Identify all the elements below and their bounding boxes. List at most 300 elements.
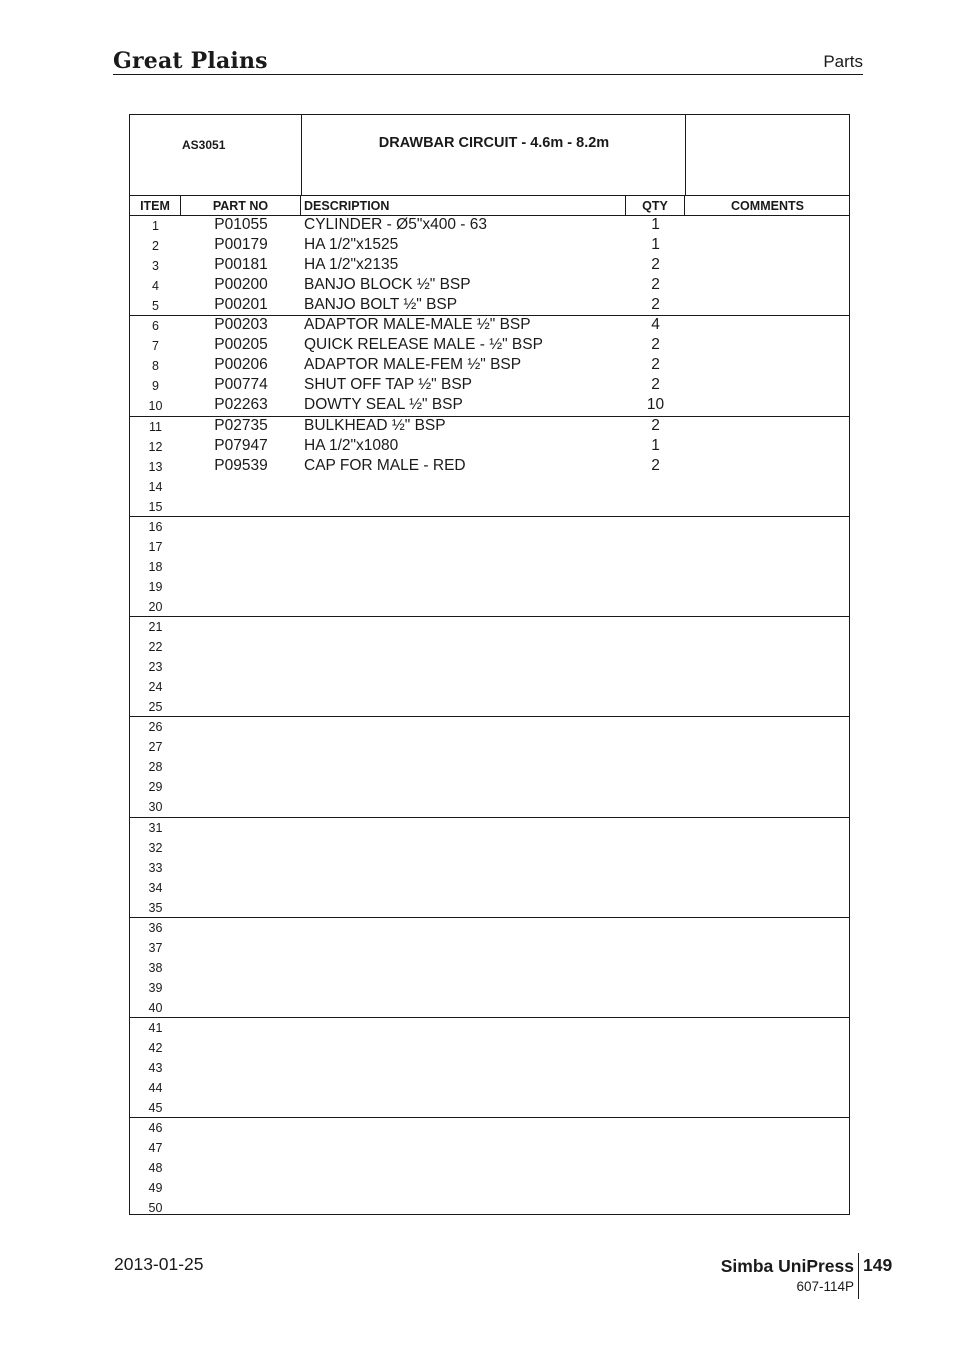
cell-item: 6 xyxy=(152,319,159,334)
cell-comments xyxy=(685,957,850,977)
cell-description: HA 1/2"x1080 xyxy=(304,436,399,454)
table-row xyxy=(130,436,849,456)
table-row xyxy=(130,1077,849,1097)
cell-comments xyxy=(685,897,850,917)
cell-description: HA 1/2"x1525 xyxy=(304,236,399,254)
table-row xyxy=(130,776,849,796)
cell-part-no xyxy=(181,817,301,837)
cell-comments xyxy=(685,215,850,235)
cell-comments xyxy=(685,776,850,796)
cell-qty xyxy=(626,776,685,796)
cell-description: QUICK RELEASE MALE - ½" BSP xyxy=(304,336,543,354)
table-row xyxy=(130,1057,849,1077)
table-row xyxy=(130,716,849,736)
cell-comments xyxy=(685,716,850,736)
table-row xyxy=(130,1197,849,1217)
cell-comments xyxy=(685,436,850,456)
cell-qty xyxy=(626,877,685,897)
cell-comments xyxy=(685,1077,850,1097)
cell-comments xyxy=(685,1177,850,1197)
cell-qty xyxy=(626,1137,685,1157)
cell-item: 33 xyxy=(148,860,163,875)
cell-part-no xyxy=(181,897,301,917)
cell-item: 42 xyxy=(148,1041,163,1056)
assembly-code: AS3051 xyxy=(182,138,226,152)
cell-comments xyxy=(685,496,850,516)
cell-description xyxy=(304,937,624,957)
cell-item: 7 xyxy=(152,339,159,354)
cell-description xyxy=(304,1157,624,1177)
cell-description xyxy=(304,1057,624,1077)
cell-comments xyxy=(685,616,850,636)
cell-description: SHUT OFF TAP ½" BSP xyxy=(304,376,473,394)
footer-divider xyxy=(858,1253,859,1299)
cell-qty: 2 xyxy=(651,256,660,274)
cell-part-no: P00181 xyxy=(214,256,268,274)
cell-part-no: P00179 xyxy=(214,236,268,254)
cell-description xyxy=(304,716,624,736)
cell-part-no xyxy=(181,997,301,1017)
cell-description xyxy=(304,676,624,696)
cell-qty xyxy=(626,1197,685,1217)
cell-item: 27 xyxy=(148,740,163,755)
cell-item: 4 xyxy=(152,279,159,294)
cell-comments xyxy=(685,636,850,656)
cell-item: 16 xyxy=(148,519,163,534)
table-row xyxy=(130,375,849,395)
table-row xyxy=(130,957,849,977)
table-row xyxy=(130,596,849,616)
table-row xyxy=(130,796,849,816)
cell-description: CAP FOR MALE - RED xyxy=(304,456,466,474)
table-row xyxy=(130,536,849,556)
title-block xyxy=(130,115,849,195)
footer-date: 2013-01-25 xyxy=(114,1254,204,1274)
table-row xyxy=(130,636,849,656)
cell-comments xyxy=(685,736,850,756)
footer-product-name: Simba UniPress xyxy=(720,1256,854,1276)
cell-description xyxy=(304,736,624,756)
cell-part-no xyxy=(181,1057,301,1077)
table-row xyxy=(130,215,849,235)
cell-part-no: P00200 xyxy=(214,276,268,294)
cell-qty xyxy=(626,917,685,937)
cell-item: 26 xyxy=(148,720,163,735)
cell-item: 8 xyxy=(152,359,159,374)
cell-qty: 2 xyxy=(651,276,660,294)
cell-qty xyxy=(626,576,685,596)
cell-item: 45 xyxy=(148,1101,163,1116)
cell-part-no xyxy=(181,656,301,676)
table-row xyxy=(130,837,849,857)
column-header-qty: QTY xyxy=(626,196,685,215)
cell-part-no xyxy=(181,596,301,616)
table-row xyxy=(130,696,849,716)
cell-item: 49 xyxy=(148,1181,163,1196)
cell-description: DOWTY SEAL ½" BSP xyxy=(304,396,463,414)
cell-comments xyxy=(685,516,850,536)
cell-comments xyxy=(685,476,850,496)
cell-comments xyxy=(685,676,850,696)
cell-part-no xyxy=(181,756,301,776)
cell-item: 25 xyxy=(148,700,163,715)
cell-qty xyxy=(626,596,685,616)
cell-description: BANJO BOLT ½" BSP xyxy=(304,296,458,314)
header-rule xyxy=(113,74,863,75)
cell-part-no xyxy=(181,937,301,957)
cell-description xyxy=(304,1097,624,1117)
cell-description xyxy=(304,536,624,556)
cell-comments xyxy=(685,335,850,355)
cell-comments xyxy=(685,796,850,816)
cell-part-no xyxy=(181,636,301,656)
cell-item: 17 xyxy=(148,539,163,554)
column-header-row xyxy=(130,195,849,216)
cell-qty xyxy=(626,716,685,736)
cell-comments xyxy=(685,375,850,395)
cell-description: BANJO BLOCK ½" BSP xyxy=(304,276,471,294)
cell-qty xyxy=(626,656,685,676)
cell-description xyxy=(304,1037,624,1057)
cell-description xyxy=(304,837,624,857)
cell-description xyxy=(304,636,624,656)
table-row xyxy=(130,857,849,877)
cell-qty: 2 xyxy=(651,416,660,434)
cell-part-no xyxy=(181,676,301,696)
cell-comments xyxy=(685,656,850,676)
cell-description xyxy=(304,576,624,596)
cell-part-no xyxy=(181,1177,301,1197)
table-row xyxy=(130,516,849,536)
cell-item: 12 xyxy=(148,439,163,454)
cell-qty xyxy=(626,817,685,837)
cell-qty xyxy=(626,897,685,917)
cell-comments xyxy=(685,1137,850,1157)
cell-part-no: P07947 xyxy=(214,436,268,454)
cell-qty xyxy=(626,1017,685,1037)
cell-part-no: P00203 xyxy=(214,316,268,334)
cell-description xyxy=(304,796,624,816)
table-row xyxy=(130,656,849,676)
cell-part-no xyxy=(181,917,301,937)
table-row xyxy=(130,877,849,897)
cell-description xyxy=(304,997,624,1017)
cell-item: 2 xyxy=(152,239,159,254)
cell-comments xyxy=(685,275,850,295)
cell-description xyxy=(304,977,624,997)
cell-part-no xyxy=(181,837,301,857)
cell-item: 47 xyxy=(148,1141,163,1156)
cell-part-no: P00201 xyxy=(214,296,268,314)
cell-item: 30 xyxy=(148,800,163,815)
parts-table xyxy=(129,114,850,1215)
cell-comments xyxy=(685,1057,850,1077)
table-row xyxy=(130,295,849,315)
table-row xyxy=(130,576,849,596)
cell-part-no xyxy=(181,476,301,496)
table-row xyxy=(130,997,849,1017)
table-row xyxy=(130,897,849,917)
cell-part-no xyxy=(181,536,301,556)
cell-comments xyxy=(685,576,850,596)
footer-page-number: 149 xyxy=(863,1255,893,1275)
cell-part-no xyxy=(181,776,301,796)
cell-description xyxy=(304,476,624,496)
cell-item: 18 xyxy=(148,559,163,574)
cell-part-no xyxy=(181,516,301,536)
cell-item: 28 xyxy=(148,760,163,775)
cell-description xyxy=(304,656,624,676)
cell-qty xyxy=(626,676,685,696)
cell-comments xyxy=(685,1157,850,1177)
cell-part-no xyxy=(181,1097,301,1117)
cell-description xyxy=(304,957,624,977)
table-row xyxy=(130,616,849,636)
cell-comments xyxy=(685,355,850,375)
table-row xyxy=(130,395,849,415)
cell-part-no xyxy=(181,1157,301,1177)
cell-qty xyxy=(626,1177,685,1197)
cell-item: 10 xyxy=(148,399,163,414)
table-row xyxy=(130,1157,849,1177)
cell-item: 5 xyxy=(152,299,159,314)
cell-part-no xyxy=(181,1077,301,1097)
cell-qty xyxy=(626,1097,685,1117)
cell-qty xyxy=(626,536,685,556)
cell-comments xyxy=(685,416,850,436)
cell-description xyxy=(304,496,624,516)
column-header-part-no: PART NO xyxy=(181,196,301,215)
cell-description xyxy=(304,596,624,616)
table-row xyxy=(130,676,849,696)
cell-qty: 1 xyxy=(651,436,660,454)
cell-item: 22 xyxy=(148,640,163,655)
cell-comments xyxy=(685,696,850,716)
cell-qty xyxy=(626,1117,685,1137)
table-row xyxy=(130,1177,849,1197)
table-row xyxy=(130,937,849,957)
table-row xyxy=(130,1017,849,1037)
cell-qty xyxy=(626,696,685,716)
cell-item: 21 xyxy=(148,620,163,634)
table-row xyxy=(130,917,849,937)
cell-description xyxy=(304,1197,624,1217)
cell-description: BULKHEAD ½" BSP xyxy=(304,416,446,434)
cell-comments xyxy=(685,817,850,837)
table-row xyxy=(130,456,849,476)
cell-item: 31 xyxy=(148,820,163,835)
cell-comments xyxy=(685,596,850,616)
cell-item: 40 xyxy=(148,1000,163,1015)
cell-qty xyxy=(626,476,685,496)
cell-part-no: P02735 xyxy=(214,416,268,434)
cell-comments xyxy=(685,536,850,556)
cell-part-no xyxy=(181,1137,301,1157)
cell-part-no: P00205 xyxy=(214,336,268,354)
cell-part-no: P02263 xyxy=(214,396,268,414)
column-header-item: ITEM xyxy=(130,196,181,215)
cell-item: 37 xyxy=(148,940,163,955)
assembly-title: DRAWBAR CIRCUIT - 4.6m - 8.2m xyxy=(378,135,610,151)
cell-comments xyxy=(685,917,850,937)
cell-part-no xyxy=(181,576,301,596)
cell-item: 36 xyxy=(148,920,163,935)
cell-item: 1 xyxy=(152,219,159,233)
cell-item: 44 xyxy=(148,1081,163,1096)
cell-item: 48 xyxy=(148,1161,163,1176)
cell-comments xyxy=(685,235,850,255)
cell-item: 38 xyxy=(148,960,163,975)
cell-qty: 4 xyxy=(651,316,660,334)
cell-qty xyxy=(626,796,685,816)
cell-comments xyxy=(685,315,850,335)
cell-description xyxy=(304,917,624,937)
cell-part-no xyxy=(181,796,301,816)
table-row xyxy=(130,736,849,756)
table-row xyxy=(130,1037,849,1057)
cell-item: 29 xyxy=(148,780,163,795)
cell-description xyxy=(304,616,624,636)
table-row xyxy=(130,1097,849,1117)
table-row xyxy=(130,756,849,776)
cell-item: 23 xyxy=(148,660,163,675)
cell-item: 14 xyxy=(148,479,163,494)
cell-item: 19 xyxy=(148,579,163,594)
cell-part-no xyxy=(181,716,301,736)
cell-description: CYLINDER - Ø5"x400 - 63 xyxy=(304,216,487,233)
cell-item: 43 xyxy=(148,1061,163,1076)
cell-part-no xyxy=(181,977,301,997)
cell-comments xyxy=(685,1037,850,1057)
cell-qty xyxy=(626,997,685,1017)
cell-part-no xyxy=(181,616,301,636)
cell-description xyxy=(304,696,624,716)
table-row xyxy=(130,556,849,576)
table-row xyxy=(130,817,849,837)
cell-qty xyxy=(626,1037,685,1057)
cell-part-no xyxy=(181,1017,301,1037)
cell-description xyxy=(304,857,624,877)
column-header-description: DESCRIPTION xyxy=(301,196,626,215)
cell-description: HA 1/2"x2135 xyxy=(304,256,399,274)
cell-description xyxy=(304,516,624,536)
cell-item: 46 xyxy=(148,1121,163,1136)
cell-comments xyxy=(685,255,850,275)
cell-qty: 1 xyxy=(651,236,660,254)
table-row xyxy=(130,476,849,496)
cell-part-no: P01055 xyxy=(214,216,268,233)
cell-qty: 2 xyxy=(651,456,660,474)
cell-item: 39 xyxy=(148,980,163,995)
cell-part-no xyxy=(181,957,301,977)
cell-comments xyxy=(685,1097,850,1117)
table-row xyxy=(130,235,849,255)
cell-item: 34 xyxy=(148,880,163,895)
cell-qty xyxy=(626,616,685,636)
table-row xyxy=(130,255,849,275)
cell-part-no xyxy=(181,857,301,877)
cell-qty xyxy=(626,1077,685,1097)
cell-comments xyxy=(685,977,850,997)
cell-comments xyxy=(685,1117,850,1137)
cell-comments xyxy=(685,395,850,415)
cell-qty: 2 xyxy=(651,356,660,374)
cell-qty: 10 xyxy=(646,396,665,414)
cell-comments xyxy=(685,556,850,576)
cell-item: 50 xyxy=(148,1201,163,1216)
cell-comments xyxy=(685,857,850,877)
cell-part-no xyxy=(181,1037,301,1057)
cell-item: 11 xyxy=(149,419,162,434)
cell-description: ADAPTOR MALE-FEM ½" BSP xyxy=(304,356,522,374)
cell-qty xyxy=(626,937,685,957)
cell-qty xyxy=(626,857,685,877)
title-divider-left xyxy=(301,115,302,195)
cell-qty xyxy=(626,957,685,977)
cell-qty xyxy=(626,736,685,756)
cell-item: 35 xyxy=(148,900,163,915)
cell-comments xyxy=(685,877,850,897)
table-row xyxy=(130,496,849,516)
table-row xyxy=(130,355,849,375)
cell-qty xyxy=(626,496,685,516)
cell-description xyxy=(304,817,624,837)
cell-part-no xyxy=(181,696,301,716)
cell-qty: 2 xyxy=(651,336,660,354)
cell-qty xyxy=(626,837,685,857)
cell-comments xyxy=(685,997,850,1017)
table-row xyxy=(130,1137,849,1157)
cell-qty xyxy=(626,1157,685,1177)
brand-logo: Great Plains xyxy=(113,48,268,74)
cell-description: ADAPTOR MALE-MALE ½" BSP xyxy=(304,316,531,334)
cell-item: 9 xyxy=(152,379,159,394)
cell-part-no: P00206 xyxy=(214,356,268,374)
cell-description xyxy=(304,1117,624,1137)
cell-part-no xyxy=(181,736,301,756)
cell-qty xyxy=(626,556,685,576)
cell-part-no: P00774 xyxy=(214,376,268,394)
cell-description xyxy=(304,556,624,576)
cell-description xyxy=(304,756,624,776)
cell-comments xyxy=(685,756,850,776)
cell-description xyxy=(304,776,624,796)
section-label: Parts xyxy=(823,52,863,71)
cell-item: 13 xyxy=(148,459,163,474)
cell-item: 3 xyxy=(152,259,159,274)
table-row xyxy=(130,315,849,335)
cell-part-no xyxy=(181,556,301,576)
cell-description xyxy=(304,897,624,917)
cell-comments xyxy=(685,1197,850,1217)
cell-description xyxy=(304,1137,624,1157)
cell-item: 24 xyxy=(148,680,163,695)
table-row xyxy=(130,416,849,436)
cell-part-no xyxy=(181,1117,301,1137)
cell-qty: 1 xyxy=(651,216,660,233)
cell-description xyxy=(304,877,624,897)
cell-comments xyxy=(685,837,850,857)
cell-item: 20 xyxy=(148,599,163,614)
cell-part-no xyxy=(181,496,301,516)
cell-qty xyxy=(626,1057,685,1077)
cell-item: 32 xyxy=(148,840,163,855)
cell-description xyxy=(304,1177,624,1197)
table-row xyxy=(130,275,849,295)
title-divider-right xyxy=(685,115,686,195)
cell-qty xyxy=(626,636,685,656)
cell-qty xyxy=(626,756,685,776)
